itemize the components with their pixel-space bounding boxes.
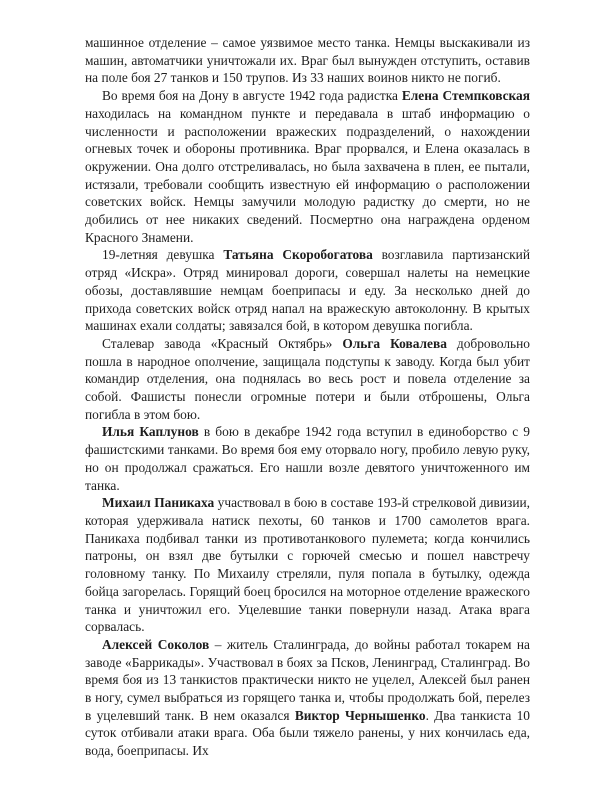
person-name: Алексей Соколов: [102, 636, 210, 652]
paragraph-text: Сталевар завода «Красный Октябрь»: [102, 335, 343, 351]
paragraph-1: [85, 34, 530, 87]
paragraph-text: – житель Сталинграда, до войны работал токарем на заводе «Баррикады». Участвовал в боях за Псков, Ленинград, Сталинград. Во время боя из 13 танкистов практически никто не уцелел, Алексей был ранен в ногу, сумел выбраться из горящего танка и, чтобы продолжать бой, перелез в уцелевший танк. В нем оказался: [85, 636, 530, 723]
paragraph-text: 19-летняя девушка: [102, 247, 224, 263]
paragraph-text: возглавила партизанский отряд «Искра». Отряд минировал дороги, совершал налеты на немецкие обозы, доставлявшие немцам боеприпасы и еду. За несколько дней до прихода советских войск отряд напал на вражескую автоколонну. В крытых машинах ехали солдаты; завязался бой, в котором девушка погибла.: [85, 247, 530, 334]
paragraph-kaplunov: [85, 423, 530, 494]
person-name: Михаил Паникаха: [102, 495, 215, 511]
paragraph-kovaleva: [85, 335, 530, 424]
document-page: [85, 34, 530, 760]
paragraph-panikakha: [85, 494, 530, 636]
paragraph-sokolov: [85, 636, 530, 760]
person-name: Елена Стемпковская: [401, 88, 530, 104]
paragraph-stempkovskaya: [85, 87, 530, 246]
paragraph-text: находилась на командном пункте и передавала в штаб информацию о численности и расположении вражеских подразделений, о нахождении огневых точек и обороны противника. Враг прорвался, и Елена оказалась в окружении. Она долго отстреливалась, но была захвачена в плен, ее пытали, истязали, требовали сообщить известную ей информацию о расположении советских войск. Немцы замучили молодую радистку до смерти, но не добились от нее никаких сведений. Посмертно она награждена орденом Красного Знамени.: [85, 105, 530, 245]
paragraph-text: в бою в декабре 1942 года вступил в единоборство с 9 фашистскими танками. Во время боя ему оторвало ногу, пробило левую руку, но он продолжал сражаться. Его нашли возле девятого уничтоженного им танка.: [85, 424, 530, 493]
paragraph-text: добровольно пошла в народное ополчение, защищала подступы к заводу. Когда был убит командир отделения, она поднялась во весь рост и повела отделение за собой. Фашисты понесли огромные потери и были отброшены, Ольга погибла в этом бою.: [85, 335, 530, 422]
paragraph-text: участвовал в бою в составе 193-й стрелковой дивизии, которая удерживала натиск пехоты, 60 танков и 1700 самолетов врага. Паникаха подбивал танки из противотанкового пулемета; когда кончились патроны, он взял две бутылки с горючей смесью и пошел навстречу головному танку. По Михаилу стреляли, пуля попала в бутылку, одежда бойца загорелась. Горящий боец бросился на моторное отделение вражеского танка и уничтожил его. Уцелевшие танки повернули назад. Атака врага сорвалась.: [85, 495, 530, 635]
paragraph-text: Во время боя на Дону в августе 1942 года радистка: [102, 88, 402, 104]
paragraph-skorobogatova: [85, 246, 530, 335]
person-name: Ольга Ковалева: [342, 335, 447, 351]
person-name: Виктор Чернышенко: [294, 707, 426, 723]
paragraph-text: машинное отделение – самое уязвимое место танка. Немцы выскакивали из машин, автоматчики уничтожали их. Враг был вынужден отступить, оставив на поле боя 27 танков и 150 трупов. Из 33 наших воинов никто не погиб.: [85, 35, 530, 86]
person-name: Татьяна Скоробогатова: [223, 247, 373, 263]
person-name: Илья Каплунов: [102, 424, 199, 440]
paragraph-text: . Два танкиста 10 суток отбивали атаки врага. Оба были тяжело ранены, у них кончилась еда, вода, боеприпасы. Их: [85, 707, 530, 759]
